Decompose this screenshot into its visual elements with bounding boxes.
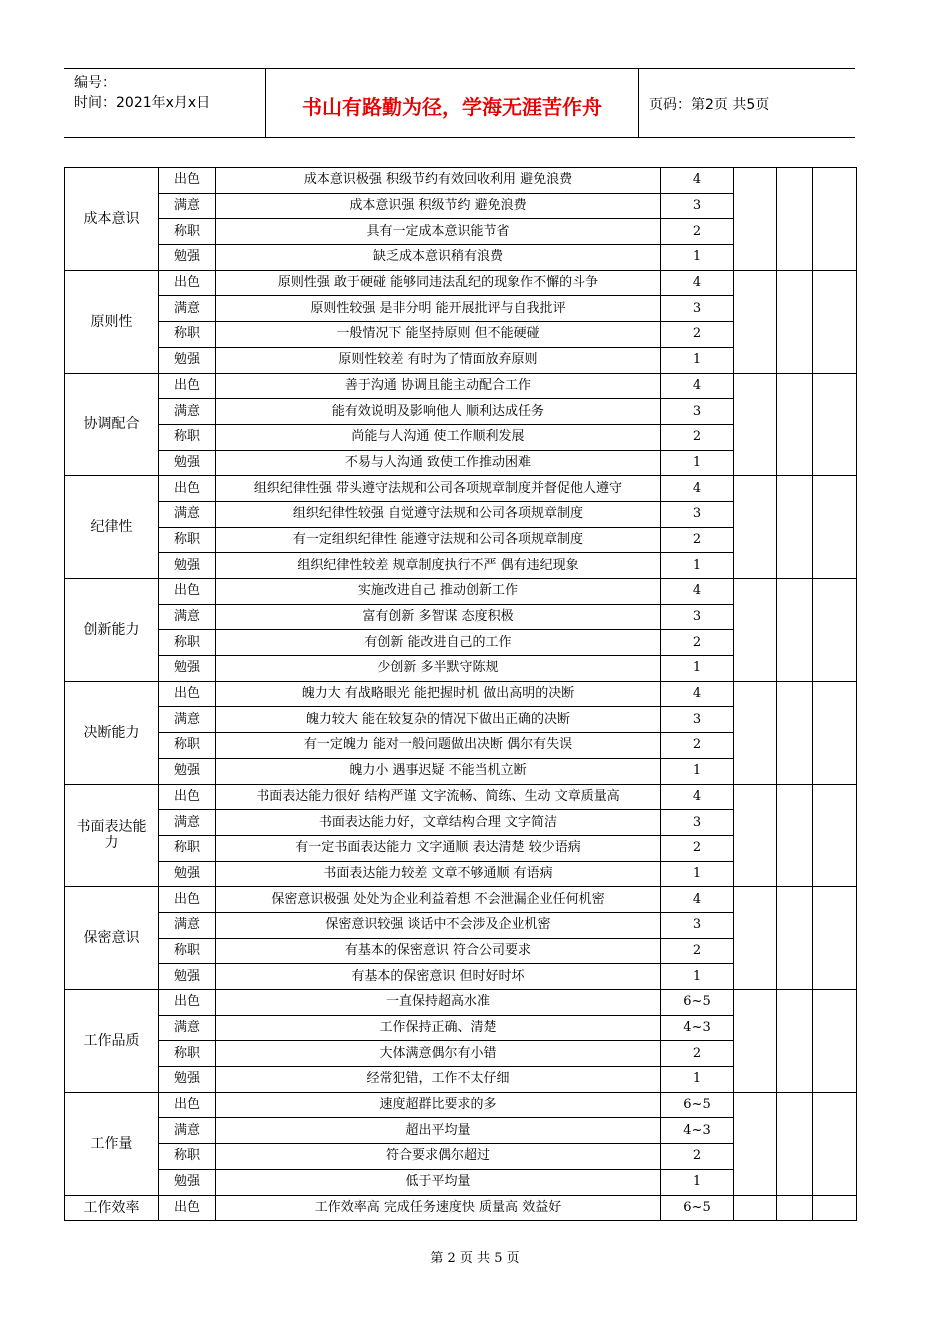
level-cell: 满意 [159, 399, 216, 425]
score-cell: 4 [661, 784, 734, 810]
description-cell: 少创新 多半默守陈规 [216, 656, 661, 682]
description-cell: 低于平均量 [216, 1169, 661, 1195]
level-cell: 称职 [159, 938, 216, 964]
score-cell: 6~5 [661, 1092, 734, 1118]
table-row [65, 270, 857, 296]
table-row [65, 373, 857, 399]
category-cell: 决断能力 [65, 681, 159, 784]
score-cell: 1 [661, 347, 734, 373]
description-cell: 书面表达能力好，文章结构合理 文字简洁 [216, 810, 661, 836]
level-cell: 勉强 [159, 861, 216, 887]
category-cell: 成本意识 [65, 168, 159, 271]
header-meta [64, 69, 266, 137]
score-cell: 2 [661, 835, 734, 861]
level-cell: 满意 [159, 1015, 216, 1041]
category-cell: 保密意识 [65, 887, 159, 990]
blank-rating-cell [777, 784, 813, 887]
description-cell: 工作效率高 完成任务速度快 质量高 效益好 [216, 1195, 661, 1221]
description-cell: 保密意识较强 谈话中不会涉及企业机密 [216, 912, 661, 938]
score-cell: 6~5 [661, 1195, 734, 1221]
description-cell: 原则性较强 是非分明 能开展批评与自我批评 [216, 296, 661, 322]
blank-rating-cell [813, 1195, 857, 1221]
description-cell: 能有效说明及影响他人 顺利达成任务 [216, 399, 661, 425]
description-cell: 有一定魄力 能对一般问题做出决断 偶尔有失误 [216, 733, 661, 759]
score-cell: 2 [661, 938, 734, 964]
description-cell: 善于沟通 协调且能主动配合工作 [216, 373, 661, 399]
blank-rating-cell [813, 168, 857, 271]
blank-rating-cell [734, 887, 777, 990]
level-cell: 满意 [159, 912, 216, 938]
page-number-label: 页码：第2页 共5页 [649, 97, 770, 113]
level-cell: 出色 [159, 168, 216, 194]
blank-rating-cell [813, 270, 857, 373]
description-cell: 有一定书面表达能力 文字通顺 表达清楚 较少语病 [216, 835, 661, 861]
level-cell: 出色 [159, 887, 216, 913]
blank-rating-cell [734, 270, 777, 373]
level-cell: 称职 [159, 219, 216, 245]
score-cell: 1 [661, 758, 734, 784]
description-cell: 经常犯错，工作不太仔细 [216, 1067, 661, 1093]
description-cell: 有创新 能改进自己的工作 [216, 630, 661, 656]
level-cell: 满意 [159, 1118, 216, 1144]
header-page-cell [639, 69, 855, 137]
level-cell: 勉强 [159, 450, 216, 476]
score-cell: 2 [661, 527, 734, 553]
score-cell: 2 [661, 219, 734, 245]
score-cell: 3 [661, 193, 734, 219]
level-cell: 出色 [159, 579, 216, 605]
score-cell: 4~3 [661, 1015, 734, 1041]
score-cell: 3 [661, 810, 734, 836]
score-cell: 4 [661, 270, 734, 296]
description-cell: 大体满意偶尔有小错 [216, 1041, 661, 1067]
level-cell: 满意 [159, 810, 216, 836]
description-cell: 成本意识强 积级节约 避免浪费 [216, 193, 661, 219]
description-cell: 富有创新 多智谋 态度积极 [216, 604, 661, 630]
score-cell: 2 [661, 1041, 734, 1067]
level-cell: 称职 [159, 322, 216, 348]
description-cell: 原则性强 敢于硬碰 能够同违法乱纪的现象作不懈的斗争 [216, 270, 661, 296]
evaluation-table [64, 167, 857, 1221]
description-cell: 一般情况下 能坚持原则 但不能硬碰 [216, 322, 661, 348]
level-cell: 出色 [159, 270, 216, 296]
blank-rating-cell [777, 1195, 813, 1221]
score-cell: 4 [661, 168, 734, 194]
category-cell: 纪律性 [65, 476, 159, 579]
description-cell: 魄力大 有战略眼光 能把握时机 做出高明的决断 [216, 681, 661, 707]
level-cell: 满意 [159, 193, 216, 219]
table-row [65, 681, 857, 707]
level-cell: 出色 [159, 784, 216, 810]
description-cell: 书面表达能力很好 结构严谨 文字流畅、简练、生动 文章质量高 [216, 784, 661, 810]
score-cell: 2 [661, 424, 734, 450]
level-cell: 称职 [159, 1041, 216, 1067]
level-cell: 出色 [159, 1195, 216, 1221]
blank-rating-cell [734, 1092, 777, 1195]
level-cell: 称职 [159, 1144, 216, 1170]
table-row [65, 1092, 857, 1118]
description-cell: 符合要求偶尔超过 [216, 1144, 661, 1170]
table-row [65, 476, 857, 502]
table-row [65, 887, 857, 913]
description-cell: 工作保持正确、清楚 [216, 1015, 661, 1041]
blank-rating-cell [777, 887, 813, 990]
table-row [65, 784, 857, 810]
description-cell: 魄力较大 能在较复杂的情况下做出正确的决断 [216, 707, 661, 733]
description-cell: 具有一定成本意识能节省 [216, 219, 661, 245]
table-row [65, 168, 857, 194]
blank-rating-cell [734, 681, 777, 784]
time-label: 时间：2021年x月x日 [74, 95, 211, 111]
score-cell: 1 [661, 245, 734, 271]
level-cell: 出色 [159, 1092, 216, 1118]
blank-rating-cell [813, 476, 857, 579]
level-cell: 勉强 [159, 656, 216, 682]
score-cell: 6~5 [661, 990, 734, 1016]
blank-rating-cell [777, 990, 813, 1093]
score-cell: 1 [661, 450, 734, 476]
description-cell: 有基本的保密意识 但时好时坏 [216, 964, 661, 990]
score-cell: 1 [661, 964, 734, 990]
header-motto-cell [266, 69, 639, 137]
level-cell: 满意 [159, 707, 216, 733]
blank-rating-cell [734, 168, 777, 271]
level-cell: 满意 [159, 604, 216, 630]
motto: 书山有路勤为径，学海无涯苦作舟 [302, 95, 602, 119]
blank-rating-cell [813, 681, 857, 784]
blank-rating-cell [813, 990, 857, 1093]
blank-rating-cell [813, 1092, 857, 1195]
score-cell: 4~3 [661, 1118, 734, 1144]
blank-rating-cell [734, 579, 777, 682]
score-cell: 1 [661, 1169, 734, 1195]
level-cell: 满意 [159, 501, 216, 527]
score-cell: 4 [661, 476, 734, 502]
blank-rating-cell [734, 990, 777, 1093]
level-cell: 勉强 [159, 758, 216, 784]
description-cell: 原则性较差 有时为了情面放弃原则 [216, 347, 661, 373]
category-cell: 工作效率 [65, 1195, 159, 1221]
level-cell: 称职 [159, 835, 216, 861]
level-cell: 勉强 [159, 347, 216, 373]
blank-rating-cell [777, 168, 813, 271]
level-cell: 勉强 [159, 553, 216, 579]
score-cell: 3 [661, 501, 734, 527]
score-cell: 1 [661, 1067, 734, 1093]
score-cell: 2 [661, 630, 734, 656]
score-cell: 3 [661, 296, 734, 322]
level-cell: 勉强 [159, 1067, 216, 1093]
code-label: 编号： [74, 75, 116, 91]
score-cell: 2 [661, 1144, 734, 1170]
score-cell: 2 [661, 733, 734, 759]
level-cell: 出色 [159, 681, 216, 707]
blank-rating-cell [813, 373, 857, 476]
description-cell: 书面表达能力较差 文章不够通顺 有语病 [216, 861, 661, 887]
description-cell: 一直保持超高水准 [216, 990, 661, 1016]
description-cell: 有一定组织纪律性 能遵守法规和公司各项规章制度 [216, 527, 661, 553]
level-cell: 称职 [159, 630, 216, 656]
score-cell: 2 [661, 322, 734, 348]
description-cell: 实施改进自己 推动创新工作 [216, 579, 661, 605]
score-cell: 4 [661, 681, 734, 707]
score-cell: 4 [661, 887, 734, 913]
description-cell: 组织纪律性较差 规章制度执行不严 偶有违纪现象 [216, 553, 661, 579]
score-cell: 4 [661, 373, 734, 399]
category-cell: 工作量 [65, 1092, 159, 1195]
blank-rating-cell [777, 373, 813, 476]
blank-rating-cell [813, 784, 857, 887]
level-cell: 勉强 [159, 245, 216, 271]
page-header [64, 68, 855, 138]
table-row [65, 990, 857, 1016]
category-cell: 工作品质 [65, 990, 159, 1093]
category-cell: 创新能力 [65, 579, 159, 682]
score-cell: 3 [661, 912, 734, 938]
blank-rating-cell [777, 681, 813, 784]
description-cell: 缺乏成本意识稍有浪费 [216, 245, 661, 271]
level-cell: 勉强 [159, 964, 216, 990]
level-cell: 称职 [159, 424, 216, 450]
level-cell: 出色 [159, 476, 216, 502]
description-cell: 成本意识极强 积级节约有效回收利用 避免浪费 [216, 168, 661, 194]
description-cell: 组织纪律性较强 自觉遵守法规和公司各项规章制度 [216, 501, 661, 527]
blank-rating-cell [777, 1092, 813, 1195]
level-cell: 称职 [159, 527, 216, 553]
description-cell: 保密意识极强 处处为企业利益着想 不会泄漏企业任何机密 [216, 887, 661, 913]
level-cell: 勉强 [159, 1169, 216, 1195]
level-cell: 出色 [159, 373, 216, 399]
description-cell: 不易与人沟通 致使工作推动困难 [216, 450, 661, 476]
level-cell: 称职 [159, 733, 216, 759]
blank-rating-cell [734, 784, 777, 887]
table-row [65, 579, 857, 605]
blank-rating-cell [734, 373, 777, 476]
blank-rating-cell [813, 887, 857, 990]
score-cell: 3 [661, 707, 734, 733]
description-cell: 组织纪律性强 带头遵守法规和公司各项规章制度并督促他人遵守 [216, 476, 661, 502]
blank-rating-cell [777, 579, 813, 682]
blank-rating-cell [813, 579, 857, 682]
score-cell: 1 [661, 861, 734, 887]
description-cell: 尚能与人沟通 使工作顺利发展 [216, 424, 661, 450]
description-cell: 速度超群比要求的多 [216, 1092, 661, 1118]
blank-rating-cell [777, 270, 813, 373]
category-cell: 原则性 [65, 270, 159, 373]
blank-rating-cell [734, 476, 777, 579]
score-cell: 3 [661, 604, 734, 630]
page-footer: 第 2 页 共 5 页 [430, 1251, 520, 1266]
score-cell: 1 [661, 553, 734, 579]
level-cell: 出色 [159, 990, 216, 1016]
blank-rating-cell [777, 476, 813, 579]
description-cell: 魄力小 遇事迟疑 不能当机立断 [216, 758, 661, 784]
blank-rating-cell [734, 1195, 777, 1221]
table-row [65, 1195, 857, 1221]
level-cell: 满意 [159, 296, 216, 322]
category-cell: 协调配合 [65, 373, 159, 476]
category-cell: 书面表达能力 [65, 784, 159, 887]
description-cell: 有基本的保密意识 符合公司要求 [216, 938, 661, 964]
score-cell: 1 [661, 656, 734, 682]
description-cell: 超出平均量 [216, 1118, 661, 1144]
score-cell: 4 [661, 579, 734, 605]
score-cell: 3 [661, 399, 734, 425]
